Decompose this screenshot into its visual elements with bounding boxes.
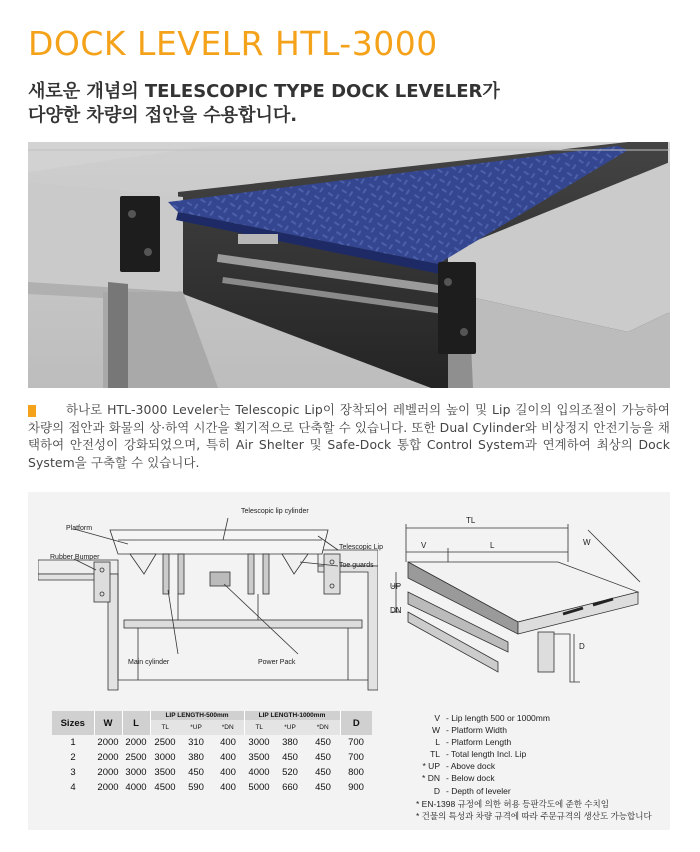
table-row	[52, 780, 372, 795]
cell: 450	[188, 767, 204, 778]
cell: 3500	[248, 752, 270, 763]
cell: 310	[188, 737, 204, 748]
description-text: 하나로 HTL-3000 Leveler는 Telescopic Lip이 장착되어 레벨러의 높이 및 Lip 길이의 입의조절이 가능하여 차량의 접안과 화물의 상·하역 시간을 획기적으로 단축할 수 있습니다. 또한 Dual Cylinder와 비상정지 안전기능을 채택하여 안전성이 강화되었으며, 특히 Air Shelter 및 Safe-Dock 통합 Control System과 연계하여 최상의 Dock System을 구축할 수 있습니다.	[28, 402, 670, 470]
cell: 900	[348, 782, 364, 793]
cell: 1	[70, 737, 76, 748]
header-lip-1000: LIP LENGTH-1000mm	[244, 711, 340, 720]
dim-tl: TL	[466, 516, 476, 525]
legend-item: D - Depth of leveler	[433, 785, 511, 796]
cell: 2000	[97, 752, 119, 763]
label-toe-guards: Toe guards	[339, 562, 374, 569]
header-dn-500: *DN	[212, 720, 244, 735]
cell: 2	[70, 752, 76, 763]
cross-section-drawing	[38, 510, 378, 698]
label-telescopic-lip-cylinder: Telescopic lip cylinder	[241, 508, 309, 515]
header-sizes: Sizes	[52, 711, 94, 735]
cell: 450	[315, 782, 331, 793]
cell: 3000	[248, 737, 270, 748]
cell: 660	[282, 782, 298, 793]
cell: 3000	[154, 752, 176, 763]
header-tl-1000: TL	[244, 720, 274, 735]
legend-item: V - Lip length 500 or 1000mm	[434, 713, 550, 723]
cell: 4000	[125, 782, 147, 793]
legend-item: * UP - Above dock	[422, 761, 496, 772]
cell: 2000	[125, 737, 147, 748]
dim-w: W	[583, 538, 591, 547]
header-up-1000: *UP	[274, 720, 306, 735]
cell: 700	[348, 752, 364, 763]
table-row	[52, 765, 372, 780]
cell: 4500	[154, 782, 176, 793]
legend-item: W - Platform Width	[431, 725, 507, 736]
header-dn-1000: *DN	[306, 720, 340, 735]
cell: 4000	[248, 767, 270, 778]
label-platform: Platform	[66, 525, 93, 532]
cell: 450	[315, 752, 331, 763]
label-rubber-bumper: Rubber Bumper	[50, 554, 100, 561]
perspective-drawing	[388, 522, 658, 702]
subtitle-line-2: 다양한 차량의 접안을 수용합니다.	[28, 105, 298, 126]
dim-d: D	[579, 642, 585, 651]
cell: 3000	[125, 767, 147, 778]
cell: 400	[220, 752, 236, 763]
dimension-legend	[416, 712, 652, 822]
dim-up: UP	[390, 582, 402, 591]
cell: 450	[282, 752, 298, 763]
header-tl-500: TL	[150, 720, 180, 735]
dim-v: V	[421, 541, 427, 550]
cell: 3	[70, 767, 76, 778]
product-photo	[28, 142, 670, 388]
cell: 2000	[97, 767, 119, 778]
table-row	[52, 735, 372, 750]
page-title: DOCK LEVELR HTL-3000	[28, 24, 438, 63]
cell: 450	[315, 737, 331, 748]
cell: 4	[70, 782, 76, 793]
dim-dn: DN	[390, 606, 402, 615]
cell: 520	[282, 767, 298, 778]
cell: 2500	[154, 737, 176, 748]
spec-table	[52, 711, 372, 795]
cell: 3500	[154, 767, 176, 778]
cell: 2000	[97, 737, 119, 748]
label-main-cylinder: Main cylinder	[128, 659, 170, 666]
note-line: * EN-1398 규정에 의한 허용 등판각도에 준한 수치임	[416, 798, 609, 809]
cell: 380	[282, 737, 298, 748]
label-telescopic-lip: Telescopic Lip	[339, 544, 383, 551]
cell: 400	[220, 782, 236, 793]
cell: 590	[188, 782, 204, 793]
cell: 2500	[125, 752, 147, 763]
cell: 400	[220, 737, 236, 748]
cell: 380	[188, 752, 204, 763]
page-subtitle	[28, 80, 500, 128]
subtitle-line-1: 새로운 개념의 TELESCOPIC TYPE DOCK LEVELER가	[28, 81, 500, 102]
header-up-500: *UP	[180, 720, 212, 735]
table-row	[52, 750, 372, 765]
cell: 2000	[97, 782, 119, 793]
legend-item: L - Platform Length	[435, 737, 512, 748]
label-power-pack: Power Pack	[258, 659, 296, 666]
header-lip-500: LIP LENGTH-500mm	[150, 711, 244, 720]
cell: 5000	[248, 782, 270, 793]
legend-item: TL - Total length Incl. Lip	[430, 749, 527, 760]
cell: 700	[348, 737, 364, 748]
cell: 450	[315, 767, 331, 778]
header-d: D	[340, 711, 372, 735]
dim-l: L	[490, 541, 495, 550]
note-line: * 건물의 특성과 차량 규격에 따라 주문규격의 생산도 가능합니다	[416, 810, 652, 821]
cell: 400	[220, 767, 236, 778]
header-w: W	[94, 711, 122, 735]
cell: 800	[348, 767, 364, 778]
legend-item: * DN - Below dock	[422, 773, 495, 784]
header-l: L	[122, 711, 150, 735]
